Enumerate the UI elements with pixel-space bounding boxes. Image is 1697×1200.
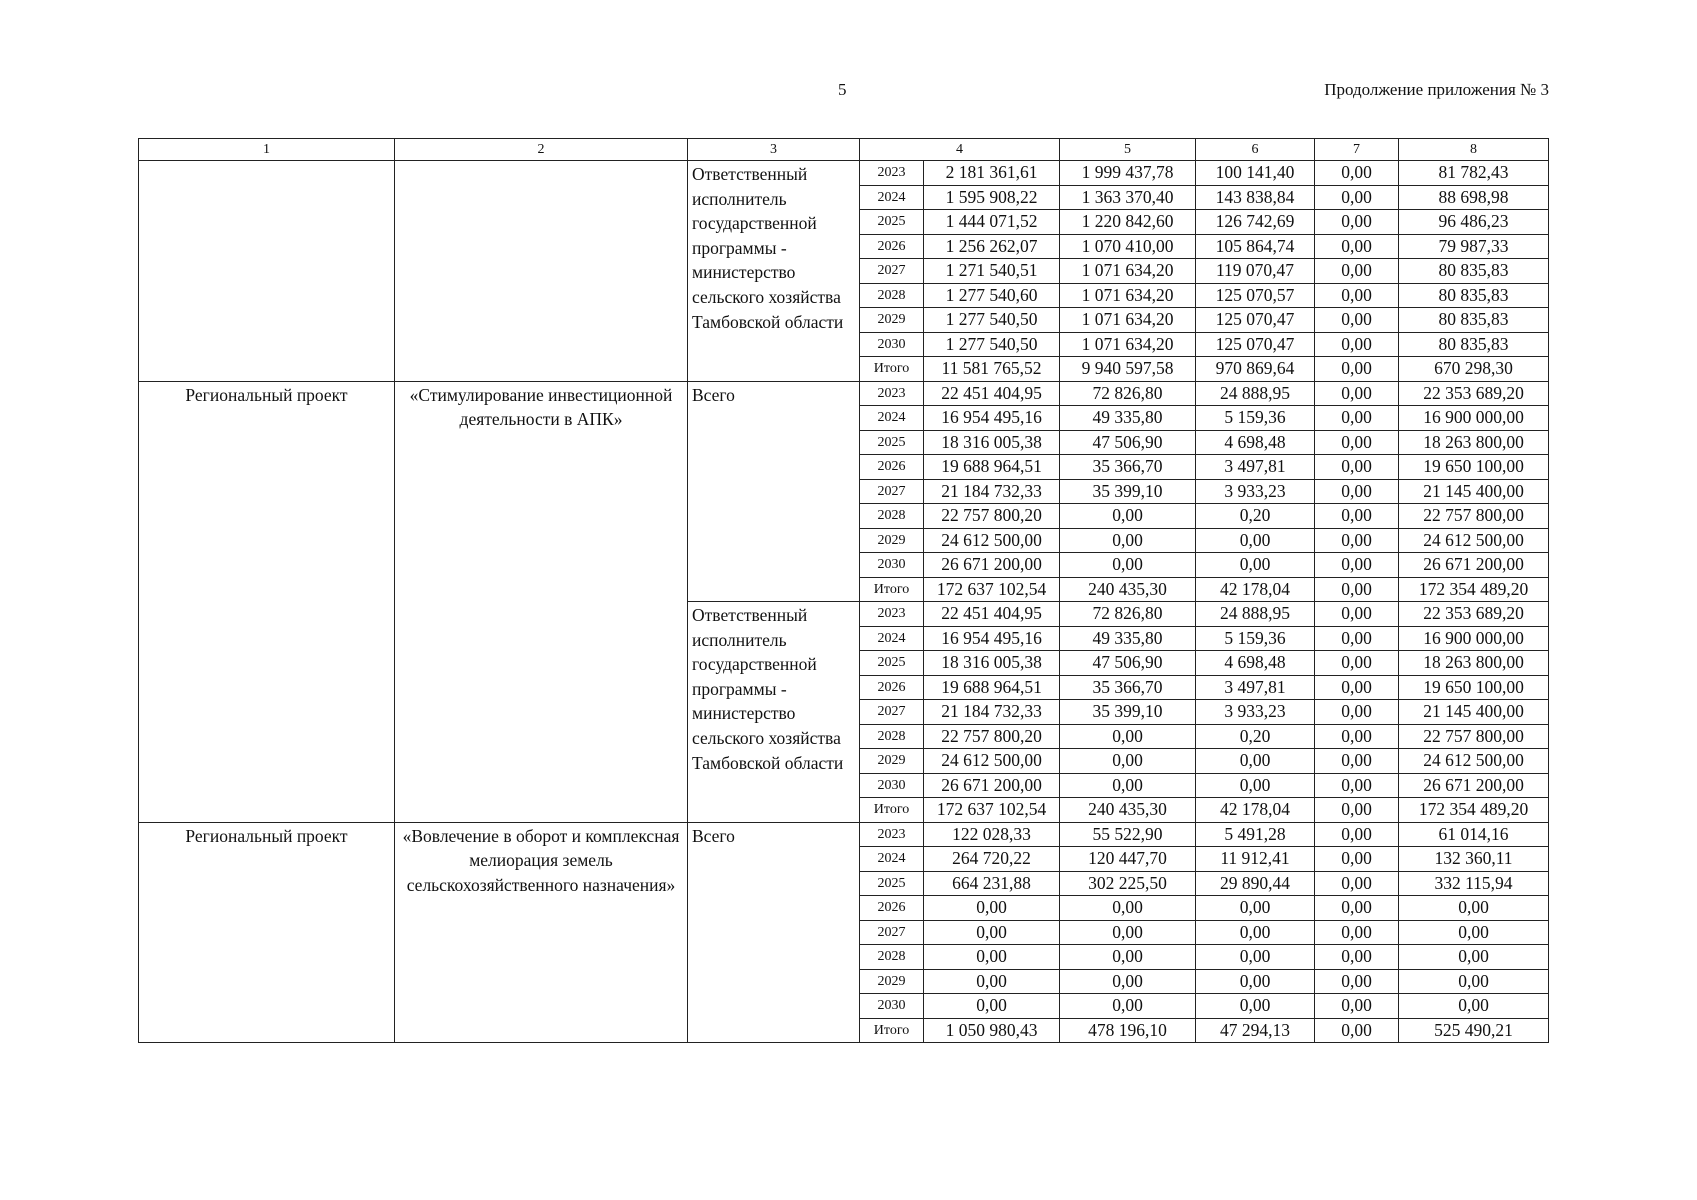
col6-cell: 125 070,47 <box>1196 308 1315 333</box>
col8-cell: 0,00 <box>1399 969 1549 994</box>
year-cell: 2028 <box>860 283 924 308</box>
year-cell: 2030 <box>860 332 924 357</box>
total-cell: 22 451 404,95 <box>924 602 1060 627</box>
col5-cell: 1 071 634,20 <box>1060 283 1196 308</box>
year-cell: 2025 <box>860 430 924 455</box>
col5-cell: 0,00 <box>1060 724 1196 749</box>
col8-cell: 19 650 100,00 <box>1399 675 1549 700</box>
col6-cell: 0,20 <box>1196 724 1315 749</box>
column-header: 6 <box>1196 139 1315 161</box>
year-cell: 2025 <box>860 871 924 896</box>
year-cell: 2023 <box>860 381 924 406</box>
executor-cell: Всего <box>688 381 860 602</box>
col8-cell: 670 298,30 <box>1399 357 1549 382</box>
col7-cell: 0,00 <box>1315 675 1399 700</box>
year-cell: 2027 <box>860 479 924 504</box>
year-cell: 2024 <box>860 406 924 431</box>
executor-cell: Всего <box>688 822 860 1043</box>
col5-cell: 0,00 <box>1060 969 1196 994</box>
col8-cell: 19 650 100,00 <box>1399 455 1549 480</box>
column-header: 1 <box>139 139 395 161</box>
col7-cell: 0,00 <box>1315 945 1399 970</box>
col7-cell: 0,00 <box>1315 504 1399 529</box>
col6-cell: 24 888,95 <box>1196 602 1315 627</box>
col7-cell: 0,00 <box>1315 822 1399 847</box>
total-cell: 0,00 <box>924 920 1060 945</box>
col7-cell: 0,00 <box>1315 896 1399 921</box>
col8-cell: 88 698,98 <box>1399 185 1549 210</box>
col7-cell: 0,00 <box>1315 185 1399 210</box>
col7-cell: 0,00 <box>1315 283 1399 308</box>
table-row <box>139 381 1549 406</box>
col5-cell: 0,00 <box>1060 994 1196 1019</box>
col6-cell: 24 888,95 <box>1196 381 1315 406</box>
col6-cell: 0,00 <box>1196 749 1315 774</box>
col6-cell: 42 178,04 <box>1196 577 1315 602</box>
col6-cell: 4 698,48 <box>1196 651 1315 676</box>
col6-cell: 5 491,28 <box>1196 822 1315 847</box>
col8-cell: 22 353 689,20 <box>1399 602 1549 627</box>
col8-cell: 61 014,16 <box>1399 822 1549 847</box>
total-cell: 1 271 540,51 <box>924 259 1060 284</box>
col5-cell: 1 071 634,20 <box>1060 259 1196 284</box>
col7-cell: 0,00 <box>1315 994 1399 1019</box>
col7-cell: 0,00 <box>1315 920 1399 945</box>
col5-cell: 49 335,80 <box>1060 406 1196 431</box>
column-header: 8 <box>1399 139 1549 161</box>
col5-cell: 0,00 <box>1060 528 1196 553</box>
col8-cell: 80 835,83 <box>1399 283 1549 308</box>
year-cell: Итого <box>860 577 924 602</box>
column-header: 7 <box>1315 139 1399 161</box>
col7-cell: 0,00 <box>1315 455 1399 480</box>
col5-cell: 120 447,70 <box>1060 847 1196 872</box>
table-row <box>139 161 1549 186</box>
col5-cell: 72 826,80 <box>1060 381 1196 406</box>
total-cell: 2 181 361,61 <box>924 161 1060 186</box>
col8-cell: 80 835,83 <box>1399 308 1549 333</box>
col5-cell: 35 366,70 <box>1060 675 1196 700</box>
total-cell: 0,00 <box>924 945 1060 970</box>
col8-cell: 26 671 200,00 <box>1399 773 1549 798</box>
project-name-cell: «Стимулирование инвестиционной деятельности в АПК» <box>395 381 688 822</box>
col7-cell: 0,00 <box>1315 553 1399 578</box>
total-cell: 21 184 732,33 <box>924 700 1060 725</box>
total-cell: 1 256 262,07 <box>924 234 1060 259</box>
col8-cell: 22 757 800,00 <box>1399 504 1549 529</box>
col8-cell: 24 612 500,00 <box>1399 749 1549 774</box>
col8-cell: 18 263 800,00 <box>1399 651 1549 676</box>
col7-cell: 0,00 <box>1315 969 1399 994</box>
total-cell: 1 050 980,43 <box>924 1018 1060 1043</box>
year-cell: 2026 <box>860 675 924 700</box>
total-cell: 172 637 102,54 <box>924 798 1060 823</box>
col7-cell: 0,00 <box>1315 1018 1399 1043</box>
col6-cell: 105 864,74 <box>1196 234 1315 259</box>
year-cell: 2030 <box>860 553 924 578</box>
col5-cell: 240 435,30 <box>1060 577 1196 602</box>
col6-cell: 4 698,48 <box>1196 430 1315 455</box>
col8-cell: 0,00 <box>1399 945 1549 970</box>
total-cell: 1 277 540,50 <box>924 308 1060 333</box>
year-cell: 2025 <box>860 210 924 235</box>
total-cell: 1 277 540,50 <box>924 332 1060 357</box>
col5-cell: 47 506,90 <box>1060 430 1196 455</box>
col5-cell: 0,00 <box>1060 504 1196 529</box>
col6-cell: 47 294,13 <box>1196 1018 1315 1043</box>
col6-cell: 0,00 <box>1196 969 1315 994</box>
total-cell: 664 231,88 <box>924 871 1060 896</box>
appendix-continuation-note: Продолжение приложения № 3 <box>1324 80 1549 99</box>
col5-cell: 72 826,80 <box>1060 602 1196 627</box>
col6-cell: 125 070,57 <box>1196 283 1315 308</box>
col5-cell: 0,00 <box>1060 773 1196 798</box>
col6-cell: 3 933,23 <box>1196 479 1315 504</box>
col7-cell: 0,00 <box>1315 798 1399 823</box>
col7-cell: 0,00 <box>1315 210 1399 235</box>
col5-cell: 0,00 <box>1060 945 1196 970</box>
year-cell: 2026 <box>860 455 924 480</box>
total-cell: 24 612 500,00 <box>924 749 1060 774</box>
total-cell: 19 688 964,51 <box>924 455 1060 480</box>
col8-cell: 172 354 489,20 <box>1399 577 1549 602</box>
col6-cell: 0,00 <box>1196 945 1315 970</box>
total-cell: 11 581 765,52 <box>924 357 1060 382</box>
col6-cell: 3 497,81 <box>1196 455 1315 480</box>
col6-cell: 0,00 <box>1196 528 1315 553</box>
col8-cell: 0,00 <box>1399 920 1549 945</box>
col5-cell: 1 070 410,00 <box>1060 234 1196 259</box>
col7-cell: 0,00 <box>1315 406 1399 431</box>
col6-cell: 42 178,04 <box>1196 798 1315 823</box>
col7-cell: 0,00 <box>1315 626 1399 651</box>
total-cell: 1 444 071,52 <box>924 210 1060 235</box>
col7-cell: 0,00 <box>1315 161 1399 186</box>
col5-cell: 302 225,50 <box>1060 871 1196 896</box>
year-cell: 2028 <box>860 724 924 749</box>
col7-cell: 0,00 <box>1315 651 1399 676</box>
col6-cell: 0,00 <box>1196 553 1315 578</box>
column-header: 2 <box>395 139 688 161</box>
project-name-cell <box>395 161 688 382</box>
executor-cell: Ответственный исполнитель государственной программы - министерство сельского хозяйства Тамбовской области <box>688 161 860 382</box>
col7-cell: 0,00 <box>1315 724 1399 749</box>
year-cell: 2029 <box>860 308 924 333</box>
col6-cell: 125 070,47 <box>1196 332 1315 357</box>
col7-cell: 0,00 <box>1315 871 1399 896</box>
year-cell: Итого <box>860 357 924 382</box>
total-cell: 26 671 200,00 <box>924 553 1060 578</box>
project-type-cell: Региональный проект <box>139 822 395 1043</box>
col7-cell: 0,00 <box>1315 308 1399 333</box>
col8-cell: 22 757 800,00 <box>1399 724 1549 749</box>
col5-cell: 35 366,70 <box>1060 455 1196 480</box>
year-cell: 2027 <box>860 700 924 725</box>
col7-cell: 0,00 <box>1315 749 1399 774</box>
col8-cell: 16 900 000,00 <box>1399 406 1549 431</box>
col6-cell: 0,20 <box>1196 504 1315 529</box>
project-name-cell: «Вовлечение в оборот и комплексная мелиорация земель сельскохозяйственного назначения» <box>395 822 688 1043</box>
year-cell: Итого <box>860 1018 924 1043</box>
col6-cell: 3 497,81 <box>1196 675 1315 700</box>
col8-cell: 18 263 800,00 <box>1399 430 1549 455</box>
total-cell: 24 612 500,00 <box>924 528 1060 553</box>
col8-cell: 96 486,23 <box>1399 210 1549 235</box>
col8-cell: 0,00 <box>1399 994 1549 1019</box>
total-cell: 19 688 964,51 <box>924 675 1060 700</box>
col6-cell: 0,00 <box>1196 773 1315 798</box>
column-header: 4 <box>860 139 1060 161</box>
col6-cell: 5 159,36 <box>1196 626 1315 651</box>
total-cell: 1 277 540,60 <box>924 283 1060 308</box>
col8-cell: 80 835,83 <box>1399 332 1549 357</box>
col8-cell: 22 353 689,20 <box>1399 381 1549 406</box>
col6-cell: 29 890,44 <box>1196 871 1315 896</box>
year-cell: 2025 <box>860 651 924 676</box>
col6-cell: 143 838,84 <box>1196 185 1315 210</box>
col7-cell: 0,00 <box>1315 773 1399 798</box>
total-cell: 22 757 800,20 <box>924 724 1060 749</box>
total-cell: 0,00 <box>924 969 1060 994</box>
col5-cell: 55 522,90 <box>1060 822 1196 847</box>
total-cell: 16 954 495,16 <box>924 626 1060 651</box>
page-number: 5 <box>838 80 847 99</box>
year-cell: 2023 <box>860 602 924 627</box>
total-cell: 22 451 404,95 <box>924 381 1060 406</box>
project-type-cell <box>139 161 395 382</box>
col6-cell: 3 933,23 <box>1196 700 1315 725</box>
col5-cell: 0,00 <box>1060 553 1196 578</box>
total-cell: 18 316 005,38 <box>924 651 1060 676</box>
col8-cell: 80 835,83 <box>1399 259 1549 284</box>
total-cell: 26 671 200,00 <box>924 773 1060 798</box>
year-cell: 2027 <box>860 259 924 284</box>
col5-cell: 9 940 597,58 <box>1060 357 1196 382</box>
col8-cell: 16 900 000,00 <box>1399 626 1549 651</box>
total-cell: 1 595 908,22 <box>924 185 1060 210</box>
col5-cell: 1 071 634,20 <box>1060 308 1196 333</box>
year-cell: 2023 <box>860 822 924 847</box>
col8-cell: 172 354 489,20 <box>1399 798 1549 823</box>
year-cell: 2024 <box>860 847 924 872</box>
col5-cell: 1 220 842,60 <box>1060 210 1196 235</box>
total-cell: 0,00 <box>924 994 1060 1019</box>
col6-cell: 5 159,36 <box>1196 406 1315 431</box>
year-cell: 2029 <box>860 969 924 994</box>
funding-table <box>138 138 1549 1043</box>
col5-cell: 0,00 <box>1060 896 1196 921</box>
table-row <box>139 822 1549 847</box>
col6-cell: 126 742,69 <box>1196 210 1315 235</box>
total-cell: 21 184 732,33 <box>924 479 1060 504</box>
col5-cell: 49 335,80 <box>1060 626 1196 651</box>
col8-cell: 79 987,33 <box>1399 234 1549 259</box>
year-cell: 2030 <box>860 994 924 1019</box>
col5-cell: 35 399,10 <box>1060 479 1196 504</box>
executor-cell: Ответственный исполнитель государственной программы - министерство сельского хозяйства Тамбовской области <box>688 602 860 823</box>
col6-cell: 11 912,41 <box>1196 847 1315 872</box>
column-header: 5 <box>1060 139 1196 161</box>
col5-cell: 240 435,30 <box>1060 798 1196 823</box>
col8-cell: 332 115,94 <box>1399 871 1549 896</box>
col7-cell: 0,00 <box>1315 479 1399 504</box>
col5-cell: 1 363 370,40 <box>1060 185 1196 210</box>
col7-cell: 0,00 <box>1315 381 1399 406</box>
year-cell: 2026 <box>860 234 924 259</box>
year-cell: 2030 <box>860 773 924 798</box>
col7-cell: 0,00 <box>1315 332 1399 357</box>
col7-cell: 0,00 <box>1315 577 1399 602</box>
col7-cell: 0,00 <box>1315 430 1399 455</box>
col5-cell: 47 506,90 <box>1060 651 1196 676</box>
col6-cell: 970 869,64 <box>1196 357 1315 382</box>
col8-cell: 26 671 200,00 <box>1399 553 1549 578</box>
year-cell: Итого <box>860 798 924 823</box>
year-cell: 2029 <box>860 749 924 774</box>
column-number-row <box>139 139 1549 161</box>
col6-cell: 0,00 <box>1196 994 1315 1019</box>
col5-cell: 0,00 <box>1060 920 1196 945</box>
col5-cell: 1 999 437,78 <box>1060 161 1196 186</box>
col8-cell: 132 360,11 <box>1399 847 1549 872</box>
col6-cell: 0,00 <box>1196 920 1315 945</box>
year-cell: 2027 <box>860 920 924 945</box>
year-cell: 2028 <box>860 504 924 529</box>
table-body <box>139 161 1549 1043</box>
total-cell: 264 720,22 <box>924 847 1060 872</box>
col6-cell: 100 141,40 <box>1196 161 1315 186</box>
total-cell: 122 028,33 <box>924 822 1060 847</box>
col5-cell: 0,00 <box>1060 749 1196 774</box>
year-cell: 2024 <box>860 185 924 210</box>
year-cell: 2028 <box>860 945 924 970</box>
col7-cell: 0,00 <box>1315 259 1399 284</box>
total-cell: 0,00 <box>924 896 1060 921</box>
total-cell: 22 757 800,20 <box>924 504 1060 529</box>
col8-cell: 81 782,43 <box>1399 161 1549 186</box>
total-cell: 18 316 005,38 <box>924 430 1060 455</box>
col8-cell: 24 612 500,00 <box>1399 528 1549 553</box>
year-cell: 2026 <box>860 896 924 921</box>
col7-cell: 0,00 <box>1315 700 1399 725</box>
column-header: 3 <box>688 139 860 161</box>
col5-cell: 1 071 634,20 <box>1060 332 1196 357</box>
total-cell: 172 637 102,54 <box>924 577 1060 602</box>
year-cell: 2029 <box>860 528 924 553</box>
col7-cell: 0,00 <box>1315 528 1399 553</box>
col5-cell: 478 196,10 <box>1060 1018 1196 1043</box>
total-cell: 16 954 495,16 <box>924 406 1060 431</box>
col8-cell: 21 145 400,00 <box>1399 700 1549 725</box>
col8-cell: 525 490,21 <box>1399 1018 1549 1043</box>
year-cell: 2023 <box>860 161 924 186</box>
col8-cell: 21 145 400,00 <box>1399 479 1549 504</box>
col8-cell: 0,00 <box>1399 896 1549 921</box>
col6-cell: 0,00 <box>1196 896 1315 921</box>
col5-cell: 35 399,10 <box>1060 700 1196 725</box>
col6-cell: 119 070,47 <box>1196 259 1315 284</box>
col7-cell: 0,00 <box>1315 602 1399 627</box>
col7-cell: 0,00 <box>1315 234 1399 259</box>
col7-cell: 0,00 <box>1315 357 1399 382</box>
year-cell: 2024 <box>860 626 924 651</box>
col7-cell: 0,00 <box>1315 847 1399 872</box>
project-type-cell: Региональный проект <box>139 381 395 822</box>
